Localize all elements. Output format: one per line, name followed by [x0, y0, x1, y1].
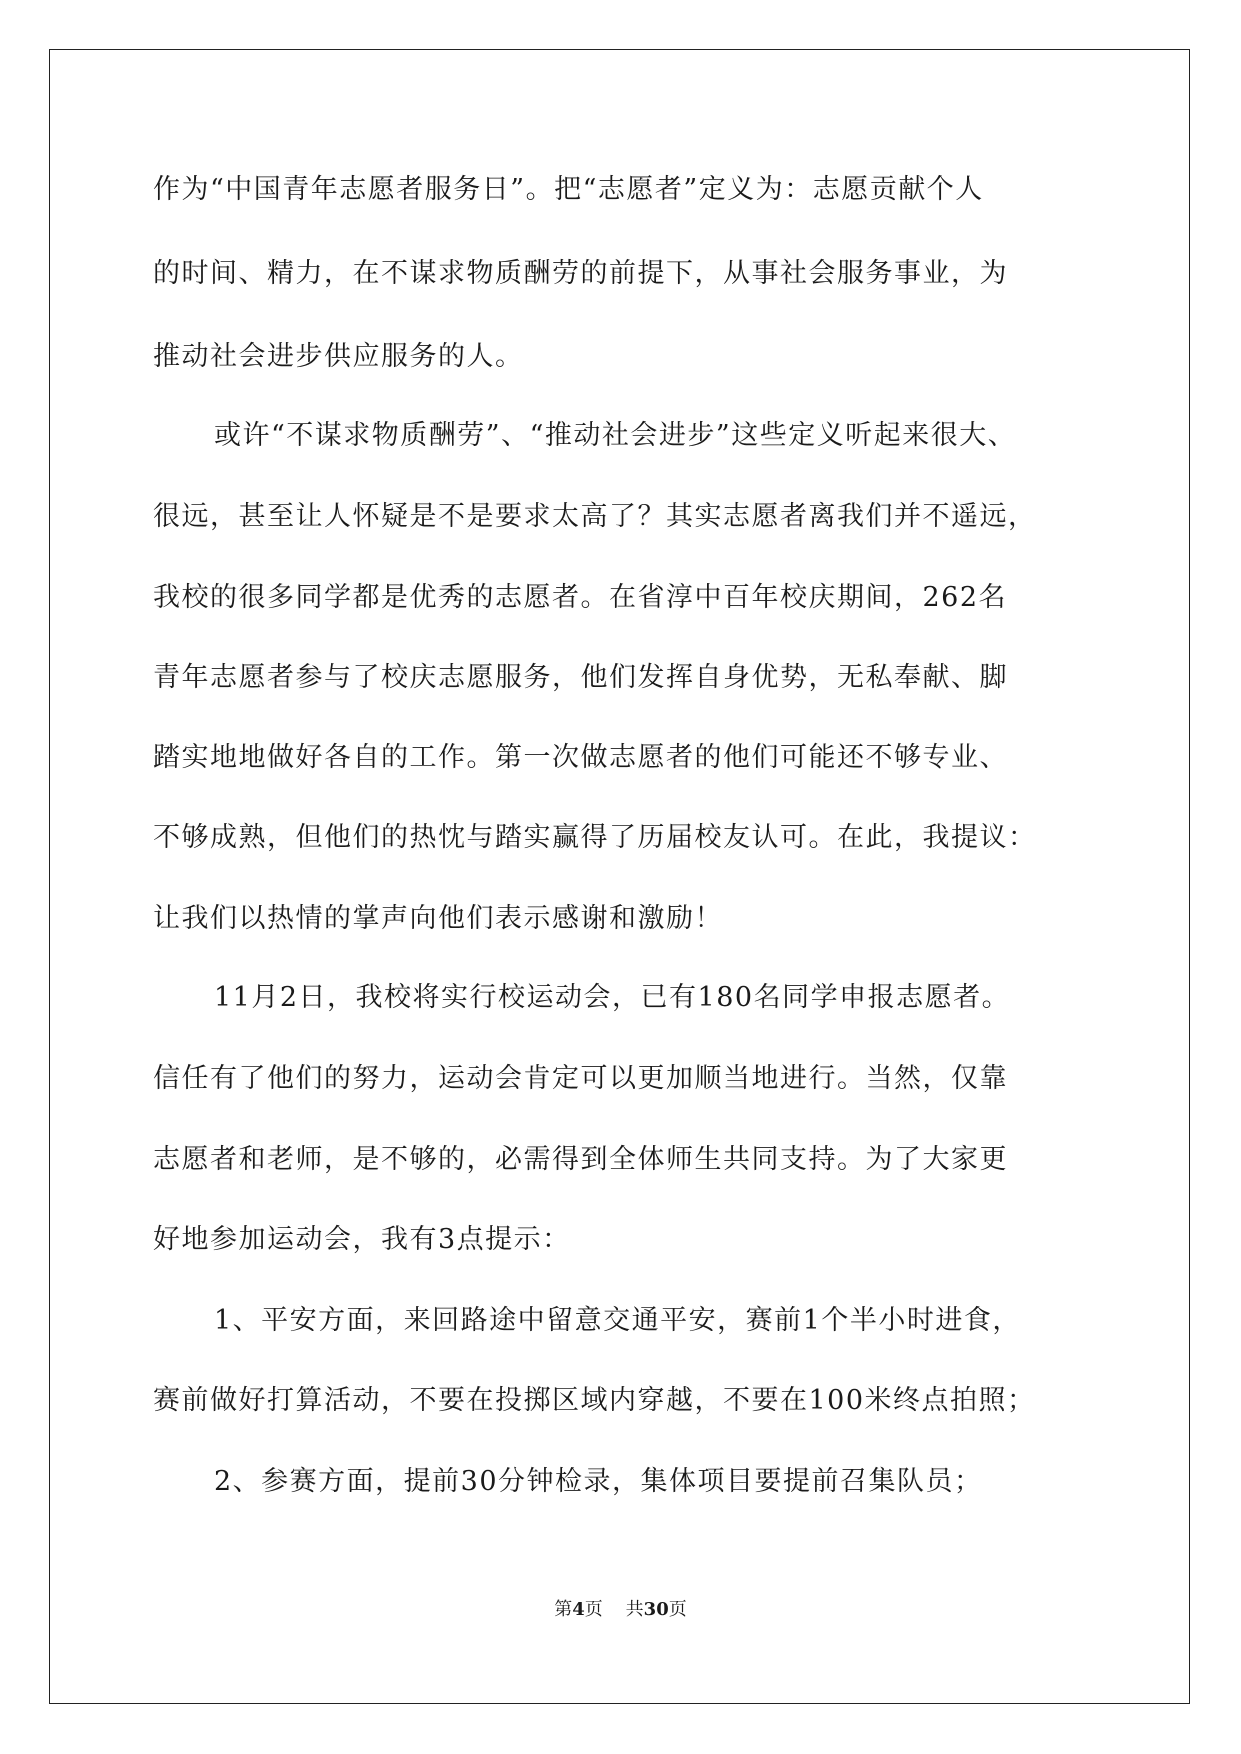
- text-line: 很远，甚至让人怀疑是不是要求太高了？其实志愿者离我们并不遥远，: [153, 501, 1037, 532]
- text-line: 青年志愿者参与了校庆志愿服务，他们发挥自身优势，无私奉献、脚: [153, 662, 1008, 693]
- text-line: 赛前做好打算活动，不要在投掷区域内穿越，不要在100米终点拍照；: [153, 1385, 1036, 1416]
- text-line: 作为“中国青年志愿者服务日”。把“志愿者”定义为：志愿贡献个人: [153, 174, 984, 205]
- total-prefix: 共: [625, 1599, 644, 1620]
- paragraph-start-line: 或许“不谋求物质酬劳”、“推动社会进步”这些定义听起来很大、: [214, 420, 1017, 451]
- page-border: [49, 49, 1190, 1704]
- page-prefix: 第: [554, 1599, 573, 1620]
- paragraph-start-line: 1、平安方面，来回路途中留意交通平安，赛前1个半小时进食，: [214, 1305, 1021, 1336]
- total-pages: 30: [643, 1599, 669, 1620]
- page-footer: [0, 1598, 1241, 1622]
- page-number: 4: [572, 1599, 585, 1620]
- paragraph-start-line: 2、参赛方面，提前30分钟检录，集体项目要提前召集队员；: [214, 1466, 983, 1497]
- text-line: 踏实地地做好各自的工作。第一次做志愿者的他们可能还不够专业、: [153, 742, 1008, 773]
- text-line: 不够成熟，但他们的热忱与踏实赢得了历届校友认可。在此，我提议：: [153, 822, 1037, 853]
- text-line: 让我们以热情的掌声向他们表示感谢和激励！: [153, 903, 723, 934]
- page-suffix: 页: [584, 1599, 603, 1620]
- text-line: 我校的很多同学都是优秀的志愿者。在省淳中百年校庆期间，262名: [153, 582, 1008, 613]
- text-line: 信任有了他们的努力，运动会肯定可以更加顺当地进行。当然，仅靠: [153, 1063, 1008, 1094]
- text-line: 好地参加运动会，我有3点提示：: [153, 1224, 571, 1255]
- text-line: 推动社会进步供应服务的人。: [153, 341, 524, 372]
- total-suffix: 页: [668, 1599, 687, 1620]
- text-line: 志愿者和老师，是不够的，必需得到全体师生共同支持。为了大家更: [153, 1144, 1008, 1175]
- paragraph-start-line: 11月2日，我校将实行校运动会，已有180名同学申报志愿者。: [214, 982, 1011, 1013]
- text-line: 的时间、精力，在不谋求物质酬劳的前提下，从事社会服务事业，为: [153, 258, 1008, 289]
